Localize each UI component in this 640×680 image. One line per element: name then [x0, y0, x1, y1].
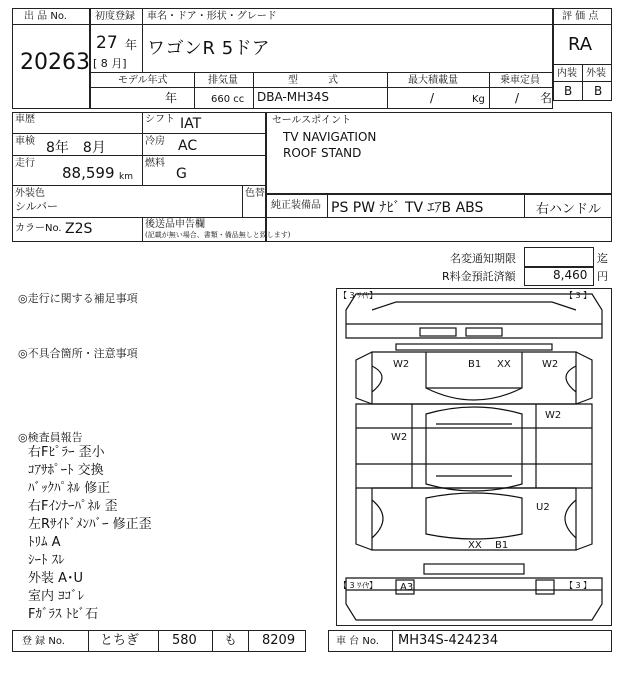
- color-change-label: 色替: [245, 188, 265, 199]
- reg-class: 580: [172, 633, 197, 648]
- recycle-value: 8,460: [553, 268, 588, 282]
- inspection-value: 8年 8月: [46, 140, 106, 156]
- rating-label: 評 価 点: [562, 11, 599, 22]
- mark-xx-bottom: XX: [468, 540, 482, 551]
- shift-value: IAT: [180, 116, 202, 132]
- first-reg-label: 初度登録: [95, 11, 135, 22]
- tire-tl: 【 3 ﾜｲﾔ】: [339, 291, 378, 300]
- inspector-item: 左Rｻｲﾄﾞﾒﾝﾊﾞｰ 修正歪: [28, 517, 152, 532]
- sales-point-1: TV NAVIGATION: [283, 130, 377, 144]
- inspector-label: ◎検査員報告: [18, 431, 83, 444]
- type-value: DBA-MH34S: [257, 90, 330, 104]
- mark-a3: A3: [400, 582, 414, 593]
- driving-notes-label: ◎走行に関する補足事項: [18, 292, 138, 305]
- tire-tr: 【 3 】: [565, 291, 592, 300]
- inspector-item: ﾊﾞｯｸﾊﾟﾈﾙ 修正: [28, 481, 111, 496]
- exterior-grade: B: [594, 84, 603, 98]
- type-label: 型 式: [288, 75, 338, 86]
- mark-w2-front-right: W2: [542, 359, 559, 370]
- inspector-list: [28, 444, 152, 624]
- load-label: 最大積載量: [408, 75, 458, 86]
- history-label: 車歴: [15, 114, 35, 125]
- reg-year: 27: [96, 33, 118, 53]
- color-no-value: Z2S: [65, 221, 93, 237]
- interior-label: 内装: [557, 68, 577, 79]
- mileage-unit: km: [119, 172, 133, 182]
- capacity-unit: 名: [540, 91, 553, 105]
- mark-u2: U2: [536, 502, 550, 513]
- mark-b1-bottom: B1: [495, 540, 509, 551]
- capacity-slash: /: [515, 91, 520, 105]
- inspection-label: 車検: [15, 136, 35, 147]
- displacement-value: 660 cc: [211, 94, 245, 105]
- mileage-value: 88,599: [62, 164, 115, 182]
- mileage-label: 走行: [15, 158, 35, 169]
- name-label: 車名・ドア・形状・グレード: [147, 11, 277, 22]
- color-value: シルバー: [15, 200, 58, 213]
- recycle-unit: 円: [597, 270, 608, 283]
- reg-region: とちぎ: [100, 633, 140, 648]
- inspector-item: ﾄﾘﾑ A: [28, 535, 61, 550]
- sales-point-2: ROOF STAND: [283, 146, 362, 160]
- sales-points-label: セールスポイント: [272, 115, 352, 126]
- aftermarket-note: (記載が無い場合、書類・備品無しと致します): [145, 231, 291, 239]
- inspector-item: 外装 A･U: [28, 571, 84, 586]
- recycle-label: R料金預託済額: [442, 270, 516, 283]
- displacement-label: 排気量: [208, 75, 238, 86]
- chassis-value: MH34S-424234: [398, 633, 499, 648]
- model-year-label: モデル年式: [118, 75, 168, 86]
- mark-w2-right-side: W2: [545, 410, 562, 421]
- title-change-box: [524, 247, 594, 267]
- color-label: 外装色: [15, 188, 45, 199]
- mark-w2-left-side: W2: [391, 432, 408, 443]
- mark-w2-front-left: W2: [393, 359, 410, 370]
- mark-b1-top: B1: [468, 359, 482, 370]
- exterior-label: 外装: [586, 68, 606, 79]
- color-no-label: カラーNo.: [15, 223, 62, 234]
- capacity-label: 乗車定員: [500, 75, 540, 86]
- reg-kana: も: [224, 633, 238, 648]
- model-year-value: 年: [165, 91, 178, 105]
- lot-label: 出 品 No.: [24, 11, 67, 22]
- inspector-item: 右Fｲﾝﾅｰﾊﾟﾈﾙ 歪: [28, 499, 118, 514]
- inspector-item: 室内 ﾖｺﾞﾚ: [28, 589, 85, 604]
- ac-label: 冷房: [145, 136, 165, 147]
- car-diagram: [336, 288, 612, 626]
- reg-plate-number: 8209: [262, 633, 296, 648]
- chassis-label: 車 台 No.: [336, 636, 379, 647]
- fuel-value: G: [176, 166, 187, 182]
- reg-month: [ 8 月]: [93, 57, 127, 70]
- ac-value: AC: [178, 138, 198, 154]
- shift-label: シフト: [145, 114, 175, 125]
- inspector-item: 右Fﾋﾟﾗｰ 歪小: [28, 445, 105, 460]
- car-name: ワゴンR 5ドア: [147, 38, 271, 59]
- load-unit: Kg: [472, 94, 485, 105]
- reg-year-unit: 年: [125, 38, 138, 52]
- load-slash: /: [430, 91, 435, 105]
- title-change-label: 名変通知期限: [450, 252, 516, 265]
- title-change-unit: 迄: [597, 252, 608, 265]
- inspector-item: ｺｱｻﾎﾟｰﾄ 交換: [28, 463, 104, 478]
- fuel-label: 燃料: [145, 158, 165, 169]
- reg-label: 登 録 No.: [22, 636, 65, 647]
- interior-grade: B: [564, 84, 573, 98]
- tire-br: 【 3 】: [565, 581, 592, 590]
- lot-number: 20263: [20, 50, 90, 75]
- equipment-label: 純正装備品: [271, 200, 321, 211]
- aftermarket-label: 後送品申告欄: [145, 219, 205, 230]
- mark-xx-top: XX: [497, 359, 511, 370]
- rating-value: RA: [568, 34, 593, 55]
- inspector-item: Fｶﾞﾗｽ ﾄﾋﾞ石: [28, 607, 99, 622]
- tire-bl: 【 3 ﾜｲﾔ】: [339, 581, 378, 590]
- handle-value: 右ハンドル: [536, 202, 602, 217]
- equipment-value: PS PW ﾅﾋﾞ TV ｴｱB ABS: [331, 200, 484, 216]
- defects-label: ◎不具合箇所・注意事項: [18, 347, 138, 360]
- inspector-item: ｼｰﾄ ｽﾚ: [28, 553, 65, 568]
